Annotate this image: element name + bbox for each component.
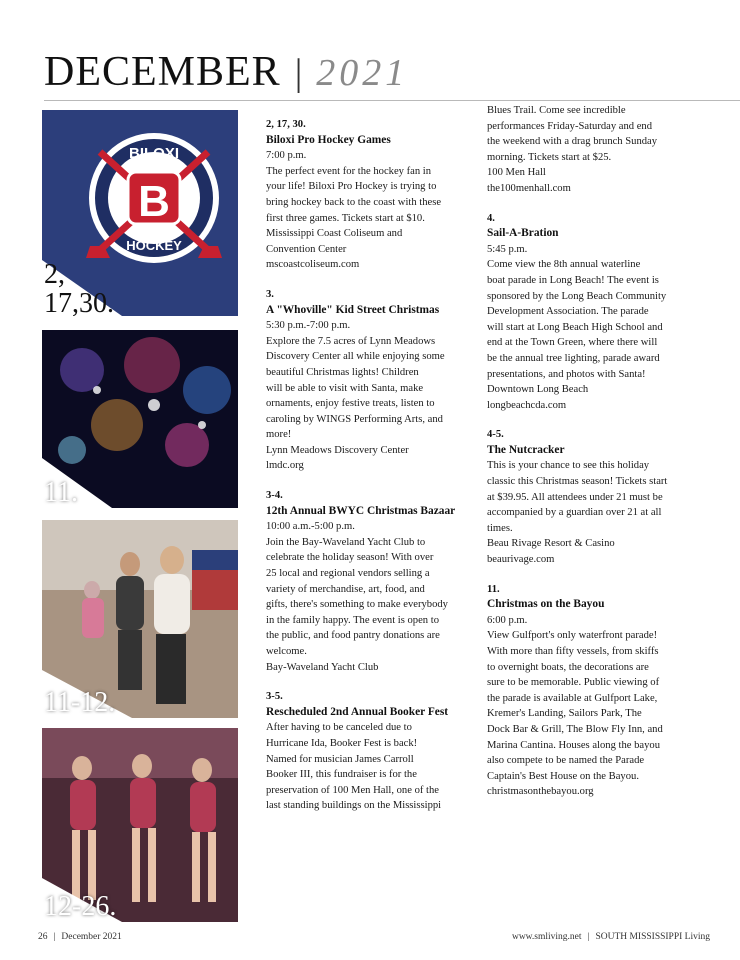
header-rule <box>44 100 740 101</box>
event-body-line: will be able to visit with Santa, make <box>266 382 424 394</box>
footer-separator: | <box>587 932 590 942</box>
event-body-line: gifts, there's something to make everybody <box>266 599 448 611</box>
event-url[interactable]: mscoastcoliseum.com <box>266 259 360 271</box>
event-body-line: morning. Tickets start at $25. <box>487 151 612 163</box>
event-body-line: the public, and food pantry donations are <box>266 630 440 642</box>
year-title: 2021 <box>316 52 409 94</box>
event-body-line: beautiful Christmas lights! Children <box>266 366 419 378</box>
event-body-line: in the family happy. The event is open to <box>266 614 439 626</box>
event-title: Sail-A-Bration <box>487 227 559 240</box>
event-body-line: 25 local and regional vendors selling a <box>266 568 430 580</box>
event-body-line: accompanied by a guardian over 21 at all <box>487 507 662 519</box>
event-body-line: ornaments, enjoy festive treats, listen to <box>266 398 435 410</box>
event-body-line: Hurricane Ida, Booker Fest is back! <box>266 737 418 749</box>
event-body-line: sure to be memorable. Public viewing of <box>487 677 660 689</box>
event-body-line: Booker III, this fundraiser is for the <box>266 769 417 781</box>
event-date: 2, 17, 30. <box>266 119 306 130</box>
photo-biloxi-hockey <box>42 110 238 316</box>
event-body-line: This is your chance to see this holiday <box>487 460 650 472</box>
event-nutcracker <box>487 427 699 567</box>
photo-dancers <box>42 728 238 922</box>
event-time: 5:45 p.m. <box>487 243 528 255</box>
event-body-line: will start at Long Beach High School and <box>487 321 663 333</box>
event-body-line: preservation of 100 Men Hall, one of the <box>266 784 439 796</box>
event-body-line: Development Association. The parade <box>487 306 649 318</box>
header-separator: | <box>294 52 303 94</box>
event-body-line: After having to be canceled due to <box>266 722 412 734</box>
events-column-right <box>487 103 699 814</box>
event-body-line: Blues Trail. Come see incredible <box>487 105 626 116</box>
event-title: The Nutcracker <box>487 443 565 456</box>
photo-date-label: 2, 17,30. <box>44 259 114 316</box>
event-body-line: Lynn Meadows Discovery Center <box>266 444 409 456</box>
event-bwyc-bazaar <box>266 488 478 675</box>
event-date: 11. <box>487 583 500 595</box>
event-body-line: Captain's Best House on the Bayou. <box>487 770 639 782</box>
event-body-line: Bay-Waveland Yacht Club <box>266 661 379 673</box>
event-body-line: Come view the 8th annual waterline <box>487 259 641 271</box>
event-url[interactable]: longbeachcda.com <box>487 399 567 411</box>
event-body-line: performances Friday-Saturday and end <box>487 120 653 132</box>
event-date: 4. <box>487 212 495 224</box>
event-body-line: View Gulfport's only waterfront parade! <box>487 630 658 642</box>
event-body-line: more! <box>266 429 292 441</box>
event-christmas-on-the-bayou <box>487 582 699 800</box>
event-body-line: bring hockey back to the coast with these <box>266 196 442 208</box>
event-body-line: With more than fifty vessels, from skiffs <box>487 646 659 657</box>
event-body-line: boat parade in Long Beach! The event is <box>487 274 659 286</box>
photo-date-label: 12-26. <box>44 891 117 922</box>
photo-date-label: 11-12. <box>44 687 116 718</box>
event-title: A "Whoville" Kid Street Christmas <box>266 303 440 316</box>
event-body-line: presentations, and photos with Santa! <box>487 368 646 380</box>
event-time: 5:30 p.m.-7:00 p.m. <box>266 320 351 332</box>
event-kid-street-christmas <box>266 287 478 474</box>
event-date: 4-5. <box>487 429 504 441</box>
event-sail-a-bration <box>487 211 699 414</box>
event-body-line: times. <box>487 522 513 534</box>
magazine-name: SOUTH MISSISSIPPI Living <box>595 932 710 942</box>
event-title: Rescheduled 2nd Annual Booker Fest <box>266 705 449 718</box>
footer-left <box>38 932 122 942</box>
photo-fireworks <box>42 330 238 508</box>
event-date: 3-5. <box>266 691 283 703</box>
event-date: 3-4. <box>266 490 283 502</box>
footer-separator: | <box>53 932 56 942</box>
footer-right <box>512 932 710 942</box>
event-body-line: the weekend with a drag brunch Sunday <box>487 136 658 148</box>
logo-text-biloxi: BILOXI <box>128 145 180 162</box>
event-url[interactable]: beaurivage.com <box>487 554 555 566</box>
event-booker-fest-continued <box>487 103 699 197</box>
event-url[interactable]: the100menhall.com <box>487 182 571 194</box>
event-body-line: last standing buildings on the Mississippi <box>266 800 442 812</box>
event-body-line: the parade is available at Gulfport Lake, <box>487 692 658 704</box>
month-title: DECEMBER <box>44 49 281 95</box>
event-body-line: 100 Men Hall <box>487 167 546 179</box>
event-body-line: Downtown Long Beach <box>487 384 589 396</box>
event-title: Biloxi Pro Hockey Games <box>266 133 391 146</box>
footer-website[interactable]: www.smliving.net <box>511 932 582 942</box>
events-column-left <box>266 117 478 828</box>
event-title: Christmas on the Bayou <box>487 598 605 611</box>
event-title: 12th Annual BWYC Christmas Bazaar <box>266 504 456 517</box>
event-url[interactable]: lmdc.org <box>266 460 304 472</box>
page-header <box>44 48 408 96</box>
event-body-line: first three games. Tickets start at $10. <box>266 212 425 224</box>
event-url[interactable]: christmasonthebayou.org <box>487 786 594 798</box>
event-booker-fest <box>266 689 478 814</box>
event-body-line: to overnight boats, the decorations are <box>487 661 649 673</box>
event-body-line: end at the Town Green, where there will <box>487 337 658 349</box>
event-body-line: Beau Rivage Resort & Casino <box>487 538 615 550</box>
page-number: 26 <box>38 932 48 942</box>
event-body-line: sponsored by the Long Beach Community <box>487 290 667 302</box>
issue-date: December 2021 <box>61 932 122 942</box>
photo-parade-runners <box>42 520 238 718</box>
event-time: 10:00 a.m.-5:00 p.m. <box>266 521 355 533</box>
photo-date-label: 11. <box>44 477 78 508</box>
event-body-line: Dock Bar & Grill, The Blow Fly Inn, and <box>487 723 663 735</box>
event-body-line: Marina Cantina. Houses along the bayou <box>487 739 660 751</box>
event-time: 6:00 p.m. <box>487 614 528 626</box>
event-body-line: celebrate the holiday season! With over <box>266 552 434 564</box>
event-body-line: Discovery Center all while enjoying some <box>266 351 445 363</box>
event-body-line: classic this Christmas season! Tickets start <box>487 476 668 488</box>
event-body-line: also compete to be named the Parade <box>487 755 645 767</box>
event-date: 3. <box>266 288 274 300</box>
event-body-line: caroling by WINGS Performing Arts, and <box>266 413 443 425</box>
event-body-line: be the annual tree lighting, parade award <box>487 352 660 364</box>
event-body-line: Mississippi Coast Coliseum and <box>266 228 403 240</box>
event-body-line: Kremer's Landing, Sailors Park, The <box>487 708 642 720</box>
event-body-line: Convention Center <box>266 243 347 255</box>
event-body-line: variety of merchandise, art, food, and <box>266 583 425 595</box>
event-body-line: Named for musician James Carroll <box>266 753 414 765</box>
event-body-line: The perfect event for the hockey fan in <box>266 165 432 177</box>
event-time: 7:00 p.m. <box>266 150 307 162</box>
event-body-line: welcome. <box>266 646 307 657</box>
event-biloxi-hockey <box>266 117 478 273</box>
event-body-line: your life! Biloxi Pro Hockey is trying to <box>266 181 437 193</box>
event-body-line: at $39.95. All attendees under 21 must be <box>487 491 663 503</box>
logo-letter: B <box>138 177 170 226</box>
event-body-line: Join the Bay-Waveland Yacht Club to <box>266 536 426 548</box>
logo-text-hockey: HOCKEY <box>126 238 182 253</box>
event-body-line: Explore the 7.5 acres of Lynn Meadows <box>266 335 436 347</box>
